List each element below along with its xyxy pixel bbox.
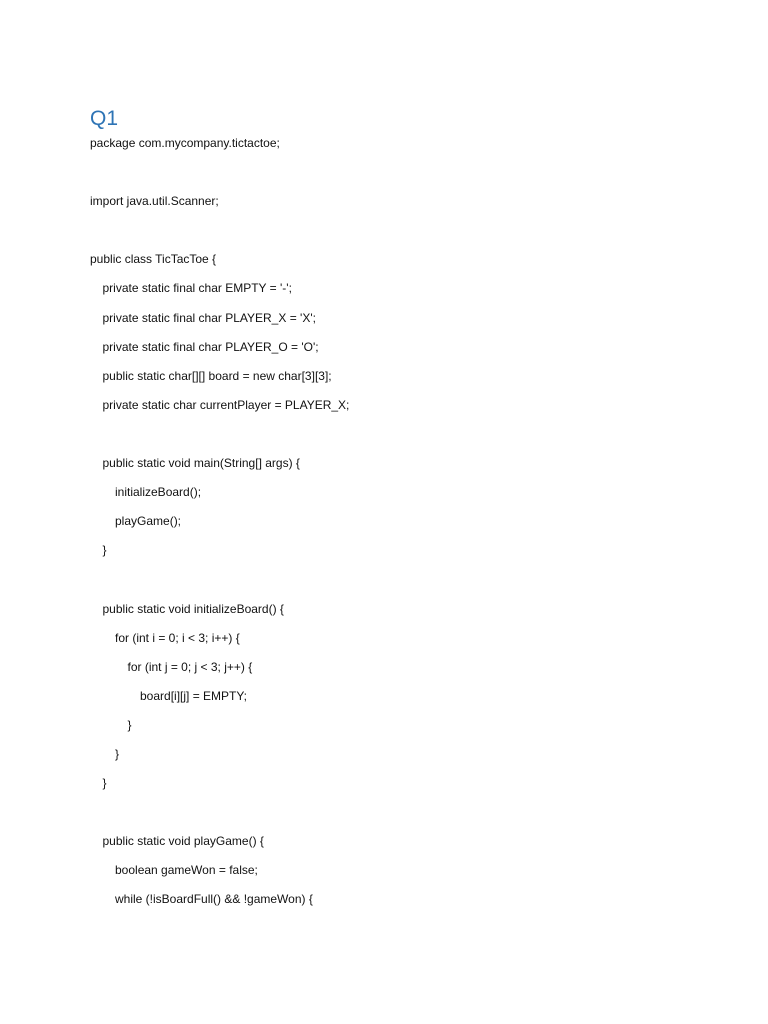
code-line: public static char[][] board = new char[3][3]; — [102, 368, 332, 383]
code-line — [90, 218, 730, 247]
code-line: public static void main(String[] args) { — [102, 456, 300, 471]
code-line: boolean gameWon = false; — [115, 863, 258, 878]
code-listing — [90, 131, 730, 917]
code-line: playGame(); — [115, 514, 182, 529]
code-line: private static final char PLAYER_X = 'X'; — [102, 310, 316, 325]
code-line — [90, 800, 730, 829]
code-line: private static char currentPlayer = PLAYER_X; — [102, 397, 350, 412]
code-line: } — [102, 543, 107, 558]
code-line: package com.mycompany.tictactoe; — [90, 136, 280, 150]
code-line — [90, 160, 730, 189]
code-line: public class TicTacToe { — [90, 252, 217, 267]
code-line: board[i][j] = EMPTY; — [140, 688, 247, 703]
code-line: private static final char EMPTY = '-'; — [102, 281, 292, 296]
code-line: } — [127, 717, 132, 732]
code-line: for (int j = 0; j < 3; j++) { — [127, 659, 253, 674]
code-line: } — [115, 746, 120, 761]
code-line — [90, 567, 730, 596]
code-line: for (int i = 0; i < 3; i++) { — [115, 630, 240, 645]
code-line: initializeBoard(); — [115, 485, 202, 500]
code-line: public static void initializeBoard() { — [102, 601, 284, 616]
page-heading: Q1 — [90, 107, 119, 130]
code-line: public static void playGame() { — [102, 834, 264, 849]
code-line — [90, 422, 730, 451]
code-line: } — [102, 776, 107, 791]
code-line: while (!isBoardFull() && !gameWon) { — [115, 892, 313, 907]
code-line: import java.util.Scanner; — [90, 194, 219, 209]
code-line: private static final char PLAYER_O = 'O'; — [102, 339, 319, 354]
